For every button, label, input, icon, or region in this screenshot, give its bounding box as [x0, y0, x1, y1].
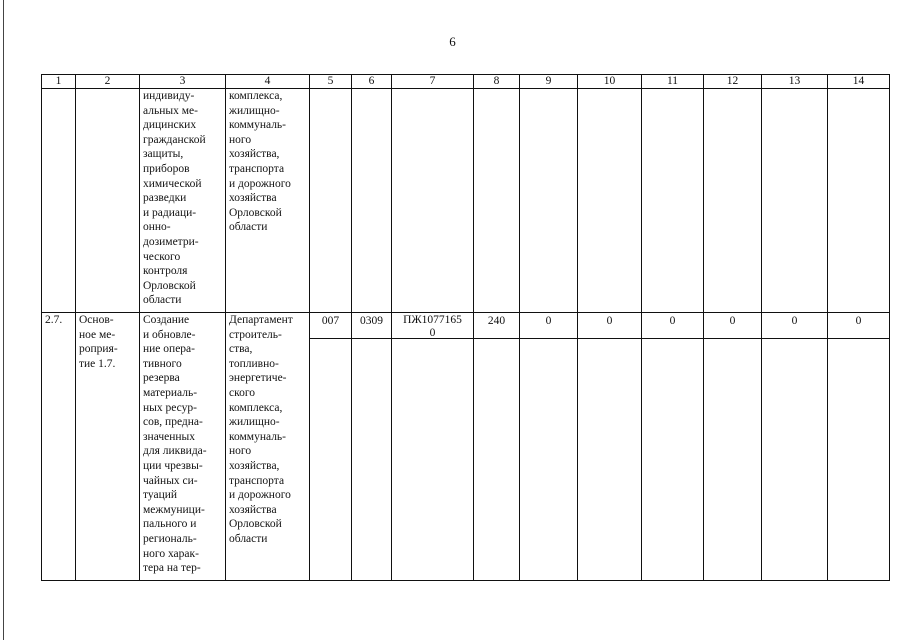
table-cell	[828, 89, 890, 313]
executor-cell: комплекса, жилищно- коммуналь- ного хозяйства, транспорта и дорожного хозяйства Орловской области	[226, 89, 310, 313]
row-number-cell: 2.7.	[42, 313, 76, 581]
table-cell	[42, 89, 76, 313]
header-cell: 9	[520, 75, 578, 89]
amount-cell	[642, 313, 704, 581]
header-cell: 6	[352, 75, 392, 89]
expense-type-value: 240	[487, 315, 506, 327]
table-cell	[762, 89, 828, 313]
table-row-2-7	[42, 313, 890, 581]
amount-value: 0	[729, 315, 736, 327]
amount-cell	[578, 313, 642, 581]
table-cell	[520, 89, 578, 313]
amount-cell	[520, 313, 578, 581]
header-cell: 8	[474, 75, 520, 89]
header-cell: 2	[76, 75, 140, 89]
page-left-edge	[3, 0, 4, 640]
amount-value: 0	[545, 315, 552, 327]
page-number: 6	[449, 34, 456, 49]
target-article-value: ПЖ1077165 0	[403, 314, 462, 339]
table-row-continued	[42, 89, 890, 313]
header-cell: 1	[42, 75, 76, 89]
executor-cell: Департамент строитель- ства, топливно- энергетиче- ского комплекса, жилищно- коммуналь- ного хозяйства, транспорта и дорожного хозяйства Орловской области	[226, 313, 310, 581]
amount-value: 0	[855, 315, 862, 327]
header-cell: 13	[762, 75, 828, 89]
section-code-value: 0309	[360, 315, 383, 327]
grbs-code-value: 007	[321, 315, 340, 327]
header-cell: 12	[704, 75, 762, 89]
table-cell	[474, 89, 520, 313]
header-cell: 4	[226, 75, 310, 89]
table-cell	[352, 89, 392, 313]
header-cell: 14	[828, 75, 890, 89]
table-cell	[578, 89, 642, 313]
amount-value: 0	[669, 315, 676, 327]
header-cell: 11	[642, 75, 704, 89]
table-cell	[704, 89, 762, 313]
amount-cell	[762, 313, 828, 581]
header-cell: 5	[310, 75, 352, 89]
amount-value: 0	[606, 315, 613, 327]
table-cell	[392, 89, 474, 313]
measure-name-cell: Основ- ное ме- роприя- тие 1.7.	[76, 313, 140, 581]
table-cell	[310, 89, 352, 313]
header-cell: 7	[392, 75, 474, 89]
measure-description-cell: Создание и обновле- ние опера- тивного резерва материаль- ных ресур- сов, предна- значенных для ликвида- ции чрезвы- чайных си- туаций межмуници- пального и региональ- ного харак- тера на тер-	[140, 313, 226, 581]
measure-description-cell: индивиду- альных ме- дицинских гражданской защиты, приборов химической разведки и радиаци- онно- дозиметри- ческого контроля Орловской области	[140, 89, 226, 313]
header-cell: 3	[140, 75, 226, 89]
section-code-cell	[352, 313, 392, 581]
expense-type-cell	[474, 313, 520, 581]
amount-cell	[704, 313, 762, 581]
grbs-code-cell	[310, 313, 352, 581]
amount-value: 0	[791, 315, 798, 327]
target-article-cell	[392, 313, 474, 581]
budget-table	[41, 74, 890, 581]
header-row	[42, 75, 890, 89]
table-cell	[76, 89, 140, 313]
amount-cell	[828, 313, 890, 581]
table-cell	[642, 89, 704, 313]
header-cell: 10	[578, 75, 642, 89]
